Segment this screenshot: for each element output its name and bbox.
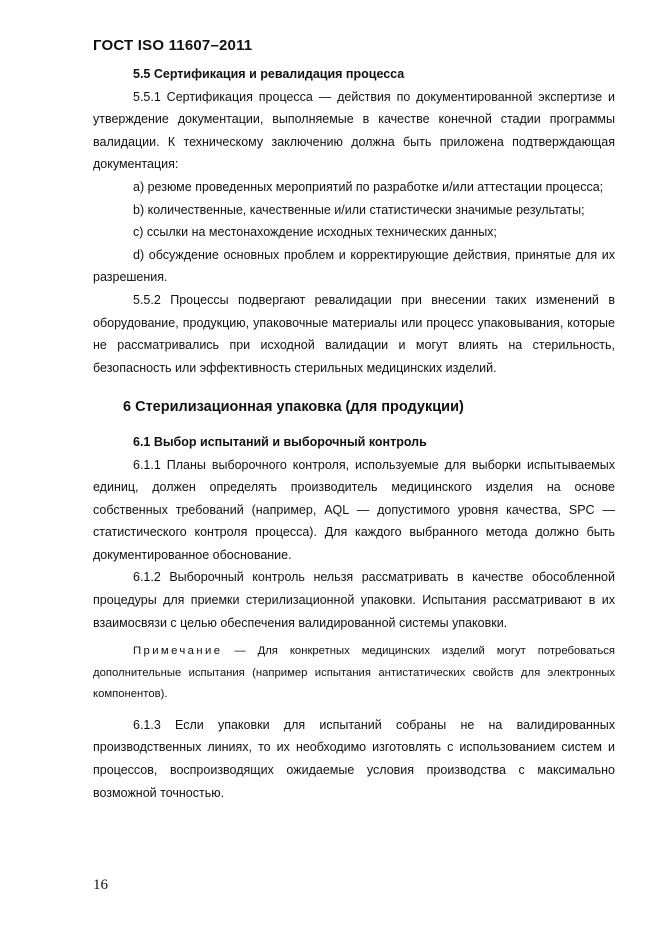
paragraph-5-5-2: 5.5.2 Процессы подвергают ревалидации при внесении таких изменений в оборудование, продукцию, упаковочные материалы или процесс упаковывания, которые не рассматривались при исходной валидации и могут влиять на стерильность, безопасность или эффективность стерильных медицинских изделий. [93,292,615,375]
document-body [93,63,615,804]
page-number: 16 [93,877,108,893]
note-text: — Для конкретных медицинских изделий могут потребоваться дополнительные испытания (например испытания антистатических свойств для электронных компонентов). [93,645,615,701]
list-item-c: c) ссылки на местонахождение исходных технических данных; [133,225,497,240]
section-6-1-heading: 6.1 Выбор испытаний и выборочный контроль [133,434,427,449]
document-header: ГОСТ ISO 11607–2011 [93,37,253,54]
paragraph-5-5-1: 5.5.1 Сертификация процесса — действия по документированной экспертизе и утверждение документации, выполняемые в качестве конечной стадии программы валидации. К техническому заключению должна быть приложена подтверждающая документация: [93,89,615,172]
note-label: Примечание [133,645,223,658]
paragraph-6-1-1: 6.1.1 Планы выборочного контроля, используемые для выборки испытываемых единиц, должен определять производитель медицинского изделия на основе собственных требований (например, AQL — допустимого уровня качества, SPC — статистического контроля процесса). Для каждого выбранного метода должно быть документированное обоснование. [93,457,615,562]
paragraph-6-1-2: 6.1.2 Выборочный контроль нельзя рассматривать в качестве обособленной процедуры для приемки стерилизационной упаковки. Испытания рассматривают в их взаимосвязи с целью обеспечения валидированной системы упаковки. [93,570,615,630]
list-item-b: b) количественные, качественные и/или статистически значимые результаты; [133,202,585,217]
paragraph-6-1-3: 6.1.3 Если упаковки для испытаний собраны не на валидированных производственных линиях, то их необходимо изготовлять с использованием систем и процессов, воспроизводящих ожидаемые условия производства с максимально возможной точностью. [93,717,615,800]
list-item-d: d) обсуждение основных проблем и корректирующие действия, принятые для их разрешения. [93,247,615,285]
section-5-5-heading: 5.5 Сертификация и ревалидация процесса [133,67,405,81]
list-item-a: a) резюме проведенных мероприятий по разработке и/или аттестации процесса; [133,179,604,194]
section-6-heading: 6 Стерилизационная упаковка (для продукции) [123,399,464,416]
note [93,641,615,706]
